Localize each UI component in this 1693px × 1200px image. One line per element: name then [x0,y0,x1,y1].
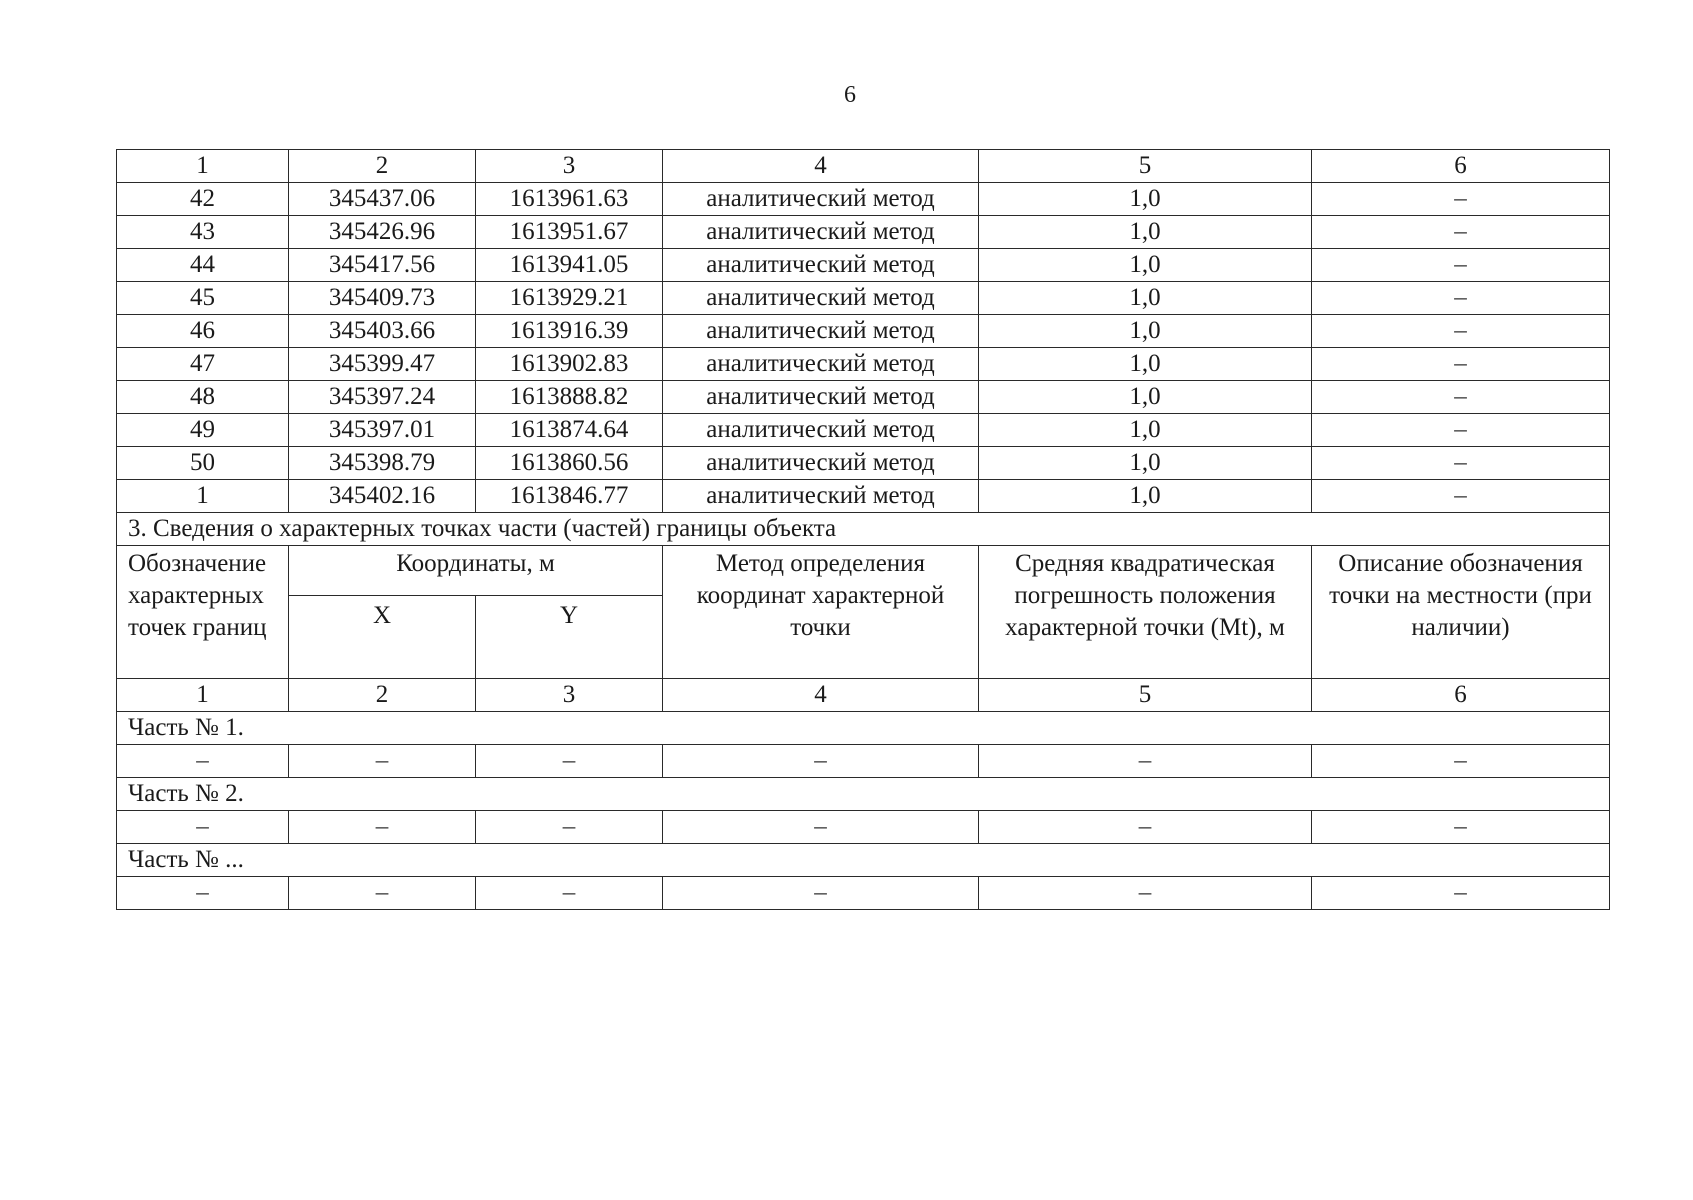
point-label: 45 [117,282,289,315]
point-label: 42 [117,183,289,216]
x-coordinate: 345397.24 [289,381,476,414]
table-row [117,315,1610,348]
table-body [117,150,1610,910]
point-label: 43 [117,216,289,249]
mt-value: 1,0 [979,381,1312,414]
boundary-points-table [116,149,1610,910]
col-number: 3 [476,150,663,183]
x-coordinate: 345437.06 [289,183,476,216]
header-x: X [289,596,476,679]
empty-value-cell: – [117,877,289,910]
method-cell: аналитический метод [663,381,979,414]
header-y: Y [476,596,663,679]
table-row [117,381,1610,414]
description-cell: – [1312,315,1610,348]
col-number: 5 [979,150,1312,183]
x-coordinate: 345403.66 [289,315,476,348]
empty-value-cell: – [289,877,476,910]
description-cell: – [1312,381,1610,414]
method-cell: аналитический метод [663,249,979,282]
method-cell: аналитический метод [663,414,979,447]
empty-value-cell: – [289,745,476,778]
y-coordinate: 1613929.21 [476,282,663,315]
x-coordinate: 345417.56 [289,249,476,282]
empty-value-cell: – [663,877,979,910]
part-data-row [117,745,1610,778]
description-cell: – [1312,282,1610,315]
x-coordinate: 345426.96 [289,216,476,249]
header-method: Метод определения координат характерной точки [663,546,979,679]
table-row [117,414,1610,447]
empty-value-cell: – [979,811,1312,844]
empty-value-cell: – [1312,745,1610,778]
table-row [117,282,1610,315]
empty-value-cell: – [1312,811,1610,844]
section-title: 3. Сведения о характерных точках части (частей) границы объекта [117,513,1610,546]
description-cell: – [1312,480,1610,513]
col-number: 3 [476,679,663,712]
method-cell: аналитический метод [663,447,979,480]
x-coordinate: 345398.79 [289,447,476,480]
part-data-row [117,877,1610,910]
mt-value: 1,0 [979,183,1312,216]
y-coordinate: 1613941.05 [476,249,663,282]
header-desc: Описание обозначения точки на местности (при наличии) [1312,546,1610,679]
mt-value: 1,0 [979,414,1312,447]
part-label-row [117,712,1610,745]
mt-value: 1,0 [979,249,1312,282]
method-cell: аналитический метод [663,315,979,348]
y-coordinate: 1613874.64 [476,414,663,447]
section-title-row [117,513,1610,546]
part-label: Часть № 1. [117,712,1610,745]
method-cell: аналитический метод [663,282,979,315]
description-cell: – [1312,216,1610,249]
col-number: 2 [289,150,476,183]
mt-value: 1,0 [979,282,1312,315]
description-cell: – [1312,249,1610,282]
method-cell: аналитический метод [663,183,979,216]
col-number: 6 [1312,679,1610,712]
description-cell: – [1312,348,1610,381]
header-point: Обозначение характерных точек границ [117,546,289,679]
col-number: 4 [663,679,979,712]
method-cell: аналитический метод [663,480,979,513]
x-coordinate: 345409.73 [289,282,476,315]
empty-value-cell: – [979,877,1312,910]
table-row [117,447,1610,480]
x-coordinate: 345397.01 [289,414,476,447]
y-coordinate: 1613846.77 [476,480,663,513]
description-cell: – [1312,183,1610,216]
table-row [117,348,1610,381]
mt-value: 1,0 [979,447,1312,480]
x-coordinate: 345402.16 [289,480,476,513]
point-label: 50 [117,447,289,480]
x-coordinate: 345399.47 [289,348,476,381]
point-label: 46 [117,315,289,348]
empty-value-cell: – [117,811,289,844]
method-cell: аналитический метод [663,216,979,249]
col-number: 5 [979,679,1312,712]
y-coordinate: 1613902.83 [476,348,663,381]
point-label: 44 [117,249,289,282]
y-coordinate: 1613860.56 [476,447,663,480]
part-data-row [117,811,1610,844]
table-row [117,216,1610,249]
description-cell: – [1312,414,1610,447]
table-row [117,249,1610,282]
point-label: 48 [117,381,289,414]
y-coordinate: 1613951.67 [476,216,663,249]
point-label: 1 [117,480,289,513]
part-label: Часть № 2. [117,778,1610,811]
table-row [117,480,1610,513]
description-cell: – [1312,447,1610,480]
part-label-row [117,778,1610,811]
section-column-number-row [117,679,1610,712]
col-number: 2 [289,679,476,712]
method-cell: аналитический метод [663,348,979,381]
y-coordinate: 1613888.82 [476,381,663,414]
mt-value: 1,0 [979,480,1312,513]
mt-value: 1,0 [979,315,1312,348]
empty-value-cell: – [979,745,1312,778]
mt-value: 1,0 [979,216,1312,249]
mt-value: 1,0 [979,348,1312,381]
table-row [117,183,1610,216]
empty-value-cell: – [476,745,663,778]
col-number: 6 [1312,150,1610,183]
empty-value-cell: – [663,811,979,844]
header-row-1 [117,546,1610,596]
y-coordinate: 1613961.63 [476,183,663,216]
empty-value-cell: – [289,811,476,844]
col-number: 1 [117,150,289,183]
header-coords: Координаты, м [289,546,663,596]
empty-value-cell: – [663,745,979,778]
empty-value-cell: – [476,877,663,910]
point-label: 47 [117,348,289,381]
column-number-row [117,150,1610,183]
part-label: Часть № ... [117,844,1610,877]
empty-value-cell: – [117,745,289,778]
empty-value-cell: – [476,811,663,844]
part-label-row [117,844,1610,877]
header-mt: Средняя квадратическая погрешность положения характерной точки (Mt), м [979,546,1312,679]
col-number: 4 [663,150,979,183]
page-number: 6 [844,82,856,108]
y-coordinate: 1613916.39 [476,315,663,348]
empty-value-cell: – [1312,877,1610,910]
col-number: 1 [117,679,289,712]
point-label: 49 [117,414,289,447]
